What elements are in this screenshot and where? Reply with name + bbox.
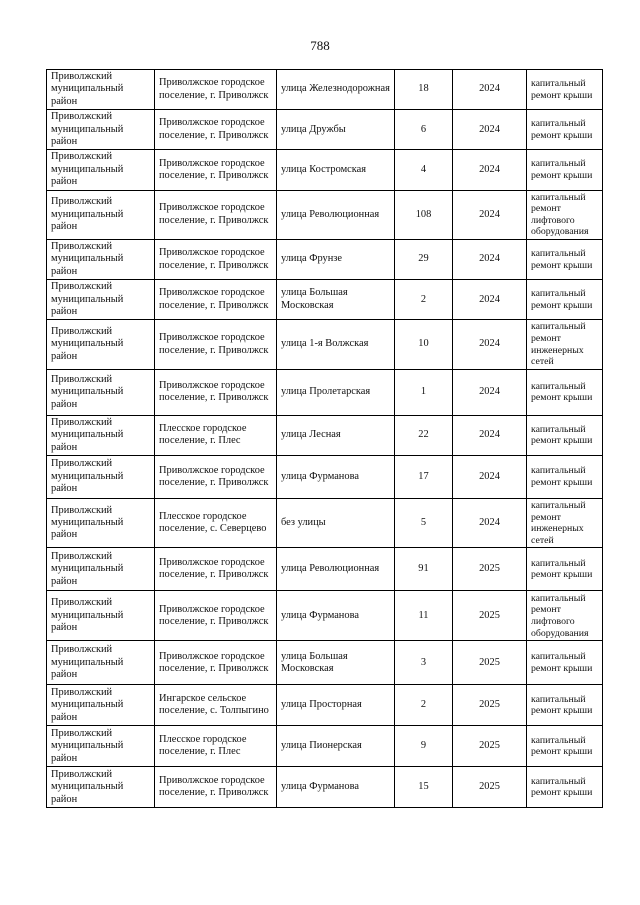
house-number-cell: 2	[395, 685, 453, 726]
street-cell: улица Фурманова	[277, 591, 395, 641]
settlement-cell: Приволжское городское поселение, г. Приволжск	[155, 767, 277, 808]
street-cell: улица Дружбы	[277, 110, 395, 150]
repair-registry-table	[46, 69, 603, 808]
district-cell: Приволжский муниципальный район	[47, 70, 155, 110]
street-cell: улица Железнодорожная	[277, 70, 395, 110]
table-row	[47, 591, 603, 641]
house-number-cell: 91	[395, 548, 453, 591]
district-cell: Приволжский муниципальный район	[47, 415, 155, 455]
work-type-cell: капитальный ремонт крыши	[527, 240, 603, 280]
settlement-cell: Приволжское городское поселение, г. Приволжск	[155, 641, 277, 685]
year-cell: 2024	[453, 369, 527, 415]
house-number-cell: 18	[395, 70, 453, 110]
settlement-cell: Плесское городское поселение, г. Плес	[155, 726, 277, 767]
house-number-cell: 4	[395, 150, 453, 190]
year-cell: 2025	[453, 641, 527, 685]
street-cell: улица Просторная	[277, 685, 395, 726]
year-cell: 2024	[453, 499, 527, 548]
table-row	[47, 456, 603, 499]
house-number-cell: 22	[395, 415, 453, 455]
house-number-cell: 1	[395, 369, 453, 415]
settlement-cell: Плесское городское поселение, с. Северцево	[155, 499, 277, 548]
settlement-cell: Приволжское городское поселение, г. Приволжск	[155, 280, 277, 320]
work-type-cell: капитальный ремонт крыши	[527, 415, 603, 455]
settlement-cell: Приволжское городское поселение, г. Приволжск	[155, 548, 277, 591]
table-row	[47, 280, 603, 320]
year-cell: 2025	[453, 548, 527, 591]
year-cell: 2025	[453, 685, 527, 726]
table-row	[47, 548, 603, 591]
house-number-cell: 3	[395, 641, 453, 685]
settlement-cell: Приволжское городское поселение, г. Приволжск	[155, 320, 277, 369]
year-cell: 2024	[453, 240, 527, 280]
settlement-cell: Плесское городское поселение, г. Плес	[155, 415, 277, 455]
district-cell: Приволжский муниципальный район	[47, 591, 155, 641]
district-cell: Приволжский муниципальный район	[47, 456, 155, 499]
district-cell: Приволжский муниципальный район	[47, 726, 155, 767]
house-number-cell: 15	[395, 767, 453, 808]
district-cell: Приволжский муниципальный район	[47, 369, 155, 415]
house-number-cell: 9	[395, 726, 453, 767]
year-cell: 2024	[453, 190, 527, 239]
work-type-cell: капитальный ремонт крыши	[527, 767, 603, 808]
district-cell: Приволжский муниципальный район	[47, 548, 155, 591]
year-cell: 2025	[453, 591, 527, 641]
work-type-cell: капитальный ремонт крыши	[527, 548, 603, 591]
street-cell: улица Лесная	[277, 415, 395, 455]
settlement-cell: Приволжское городское поселение, г. Приволжск	[155, 369, 277, 415]
house-number-cell: 11	[395, 591, 453, 641]
district-cell: Приволжский муниципальный район	[47, 110, 155, 150]
work-type-cell: капитальный ремонт крыши	[527, 150, 603, 190]
table-row	[47, 415, 603, 455]
house-number-cell: 2	[395, 280, 453, 320]
table-row	[47, 726, 603, 767]
settlement-cell: Приволжское городское поселение, г. Приволжск	[155, 150, 277, 190]
work-type-cell: капитальный ремонт лифтового оборудования	[527, 591, 603, 641]
house-number-cell: 6	[395, 110, 453, 150]
house-number-cell: 108	[395, 190, 453, 239]
district-cell: Приволжский муниципальный район	[47, 240, 155, 280]
house-number-cell: 17	[395, 456, 453, 499]
district-cell: Приволжский муниципальный район	[47, 499, 155, 548]
street-cell: улица Революционная	[277, 190, 395, 239]
street-cell: улица Большая Московская	[277, 280, 395, 320]
street-cell: улица Фрунзе	[277, 240, 395, 280]
settlement-cell: Приволжское городское поселение, г. Приволжск	[155, 190, 277, 239]
work-type-cell: капитальный ремонт крыши	[527, 110, 603, 150]
street-cell: улица Революционная	[277, 548, 395, 591]
district-cell: Приволжский муниципальный район	[47, 641, 155, 685]
settlement-cell: Приволжское городское поселение, г. Приволжск	[155, 456, 277, 499]
table-row	[47, 767, 603, 808]
year-cell: 2024	[453, 415, 527, 455]
year-cell: 2024	[453, 456, 527, 499]
house-number-cell: 29	[395, 240, 453, 280]
year-cell: 2025	[453, 726, 527, 767]
street-cell: улица Костромская	[277, 150, 395, 190]
work-type-cell: капитальный ремонт инженерных сетей	[527, 499, 603, 548]
street-cell: улица Фурманова	[277, 767, 395, 808]
table-row	[47, 150, 603, 190]
table-row	[47, 190, 603, 239]
work-type-cell: капитальный ремонт крыши	[527, 369, 603, 415]
settlement-cell: Приволжское городское поселение, г. Приволжск	[155, 110, 277, 150]
work-type-cell: капитальный ремонт крыши	[527, 726, 603, 767]
house-number-cell: 5	[395, 499, 453, 548]
district-cell: Приволжский муниципальный район	[47, 767, 155, 808]
table-row	[47, 110, 603, 150]
work-type-cell: капитальный ремонт крыши	[527, 280, 603, 320]
year-cell: 2024	[453, 280, 527, 320]
district-cell: Приволжский муниципальный район	[47, 685, 155, 726]
district-cell: Приволжский муниципальный район	[47, 320, 155, 369]
street-cell: без улицы	[277, 499, 395, 548]
year-cell: 2024	[453, 150, 527, 190]
page-number: 788	[310, 38, 330, 53]
work-type-cell: капитальный ремонт крыши	[527, 641, 603, 685]
work-type-cell: капитальный ремонт лифтового оборудования	[527, 190, 603, 239]
street-cell: улица Пролетарская	[277, 369, 395, 415]
table-row	[47, 499, 603, 548]
street-cell: улица Пионерская	[277, 726, 395, 767]
table-row	[47, 240, 603, 280]
table-row	[47, 70, 603, 110]
work-type-cell: капитальный ремонт крыши	[527, 685, 603, 726]
table-row	[47, 320, 603, 369]
district-cell: Приволжский муниципальный район	[47, 190, 155, 239]
settlement-cell: Ингарское сельское поселение, с. Толпыгино	[155, 685, 277, 726]
work-type-cell: капитальный ремонт крыши	[527, 456, 603, 499]
work-type-cell: капитальный ремонт инженерных сетей	[527, 320, 603, 369]
settlement-cell: Приволжское городское поселение, г. Приволжск	[155, 240, 277, 280]
district-cell: Приволжский муниципальный район	[47, 280, 155, 320]
street-cell: улица 1-я Волжская	[277, 320, 395, 369]
year-cell: 2024	[453, 110, 527, 150]
year-cell: 2024	[453, 320, 527, 369]
district-cell: Приволжский муниципальный район	[47, 150, 155, 190]
settlement-cell: Приволжское городское поселение, г. Приволжск	[155, 70, 277, 110]
house-number-cell: 10	[395, 320, 453, 369]
table-row	[47, 369, 603, 415]
table-row	[47, 685, 603, 726]
work-type-cell: капитальный ремонт крыши	[527, 70, 603, 110]
table-row	[47, 641, 603, 685]
settlement-cell: Приволжское городское поселение, г. Приволжск	[155, 591, 277, 641]
street-cell: улица Большая Московская	[277, 641, 395, 685]
street-cell: улица Фурманова	[277, 456, 395, 499]
year-cell: 2025	[453, 767, 527, 808]
year-cell: 2024	[453, 70, 527, 110]
